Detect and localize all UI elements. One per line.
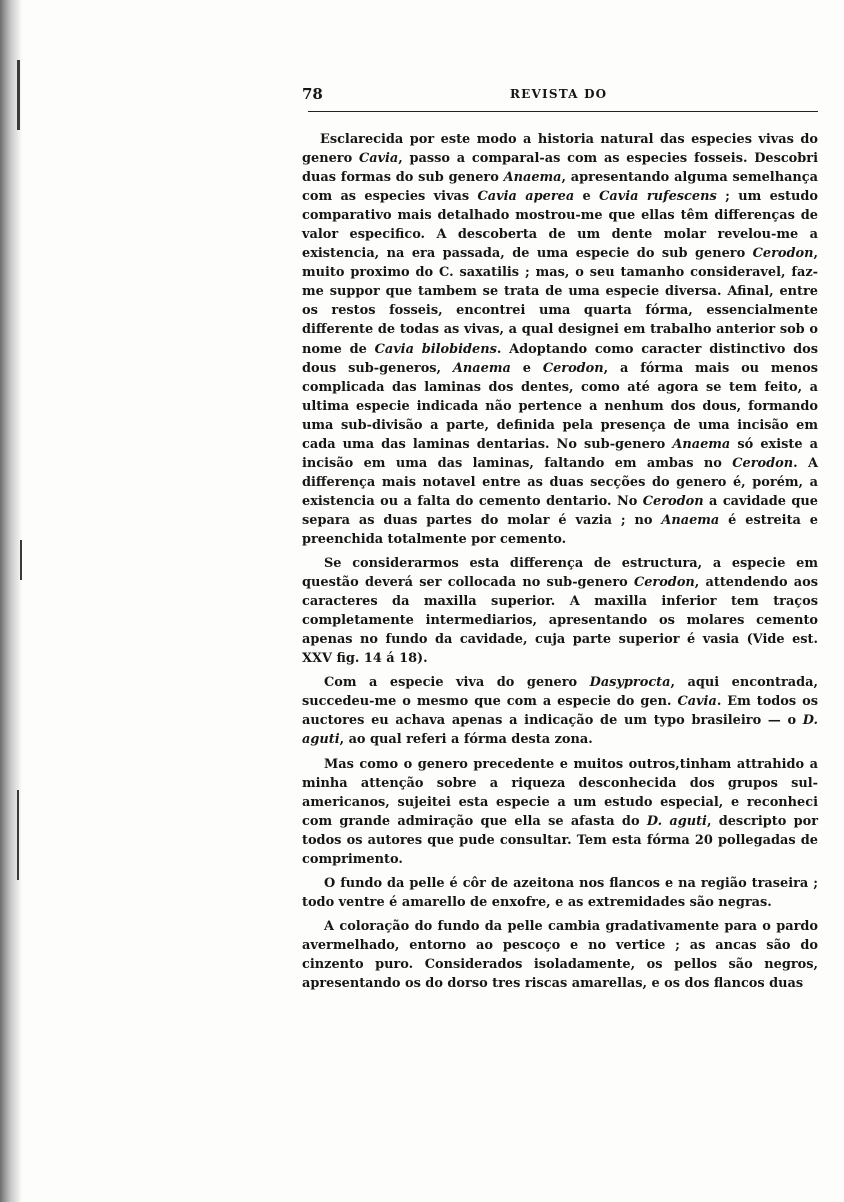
paragraph <box>302 874 818 912</box>
scan-artifact-mark <box>17 790 19 880</box>
italic-term: Cerodon <box>633 575 695 591</box>
italic-term: Cavia aperea <box>477 189 575 205</box>
text-run: , apresentando alguma semelhança com as especies vivas <box>302 170 818 205</box>
body-text <box>302 130 818 998</box>
text-run: A coloração do fundo da pelle cambia gradativamente para o pardo avermelhado, entorno ao pescoço e no vertice ; as ancas são do cinzento puro. Considerados isoladamente, os pellos são negros, apresentando os do dorso tres riscas amarellas, e os dos flancos duas <box>302 918 818 992</box>
italic-term: Cerodon <box>542 360 604 376</box>
paragraph <box>302 755 818 869</box>
text-run: Mas como o genero precedente e muitos outros,tinham attrahido a minha attenção sobre a riqueza desconhecida dos grupos sul-americanos, sujeitei esta especie a um estudo especial, e reconheci com grande admiração que ella se afasta do <box>302 756 818 829</box>
italic-term: D. aguti <box>302 713 818 748</box>
text-run: , aqui encontrada, succedeu-me o mesmo que com a especie do gen. <box>302 675 818 710</box>
text-run: , attendendo aos caracteres da maxilla superior. A maxilla inferior tem traços completamente intermediarios, apresentando os molares cemento apenas no fundo da cavidade, cuja parte superior é vasia (Vide est. XXV fig. 14 á 18). <box>302 575 818 667</box>
text-run: . A differença mais notavel entre as duas secções do genero é, porém, a existencia ou a falta do cemento dentario. No <box>302 455 818 509</box>
italic-term: Cavia rufescens <box>599 189 717 205</box>
text-run: a cavidade que separa as duas partes do molar é vazia ; no <box>302 493 818 528</box>
text-run: Se considerarmos esta differença de estructura, a especie em questão deverá ser collocada no sub-genero <box>302 556 818 591</box>
text-run: , descripto por todos os autores que pude consultar. Tem esta fórma 20 pollegadas de comprimento. <box>302 813 818 867</box>
italic-term: Cerodon <box>642 493 704 509</box>
italic-term: Cerodon <box>732 455 794 471</box>
text-run: só existe a incisão em uma das laminas, faltando em ambas no <box>302 436 819 471</box>
italic-term: Cavia <box>677 694 717 710</box>
italic-term: Anaema <box>661 512 720 528</box>
text-run: , passo a comparal-as com as especies fosseis. Descobri duas formas do sub genero <box>302 151 818 186</box>
paragraph <box>302 673 818 749</box>
text-run: , a fórma mais ou menos complicada das laminas dos dentes, como até agora se tem feito, a ultima especie indicada não pertence a nenhum dos dous, formando uma sub-divisão a parte, definida pela presença de uma incisão em cada uma das laminas dentarias. No sub-genero <box>302 360 818 452</box>
text-run: , muito proximo do C. saxatilis ; mas, o seu tamanho consideravel, faz-me suppor que tambem se trata de uma especie diversa. Afinal, entre os restos fosseis, encontrei uma quarta fórma, essencialmente differente de todas as vivas, a qual designei em trabalho anterior sob o nome de <box>302 246 818 357</box>
text-run: Esclarecida por este modo a historia natural das especies vivas do genero <box>302 132 818 167</box>
running-title: REVISTA DO <box>510 87 608 101</box>
italic-term: D. aguti <box>646 813 707 829</box>
italic-term: Anaema <box>672 436 731 452</box>
text-run: e <box>510 360 543 376</box>
italic-term: Anaema <box>503 170 562 186</box>
scan-artifact-mark <box>20 540 22 580</box>
paragraph <box>302 917 818 993</box>
text-run: e <box>574 189 600 205</box>
italic-term: Dasyprocta <box>589 675 671 691</box>
text-run: , ao qual referi a fórma desta zona. <box>339 732 593 748</box>
text-run: ; um estudo comparativo mais detalhado mostrou-me que ellas têm differenças de valor especifico. A descoberta de um dente molar revelou-me a existencia, na era passada, de uma especie do sub genero <box>302 189 818 262</box>
italic-term: Cavia <box>358 151 399 167</box>
page-number: 78 <box>302 85 323 103</box>
italic-term: Cerodon <box>752 246 814 262</box>
book-page <box>302 85 819 992</box>
text-run: . Adoptando como caracter distinctivo dos dous sub-generos, <box>302 341 819 376</box>
header-rule <box>308 111 818 112</box>
paragraph <box>302 554 818 668</box>
italic-term: Cavia bilobidens <box>374 341 497 357</box>
italic-term: Anaema <box>452 360 511 376</box>
scan-binding-shadow <box>0 0 22 1202</box>
text-run: O fundo da pelle é côr de azeitona nos flancos e na região traseira ; todo ventre é amarello de enxofre, e as extremidades são negras. <box>302 875 818 910</box>
scan-artifact-mark <box>17 60 20 130</box>
text-run: Com a especie viva do genero <box>324 675 590 691</box>
paragraph <box>302 130 818 549</box>
page-header <box>302 85 818 107</box>
text-run: é estreita e preenchida totalmente por cemento. <box>302 512 818 547</box>
text-run: . Em todos os auctores eu achava apenas a indicação de um typo brasileiro — o <box>302 694 818 729</box>
